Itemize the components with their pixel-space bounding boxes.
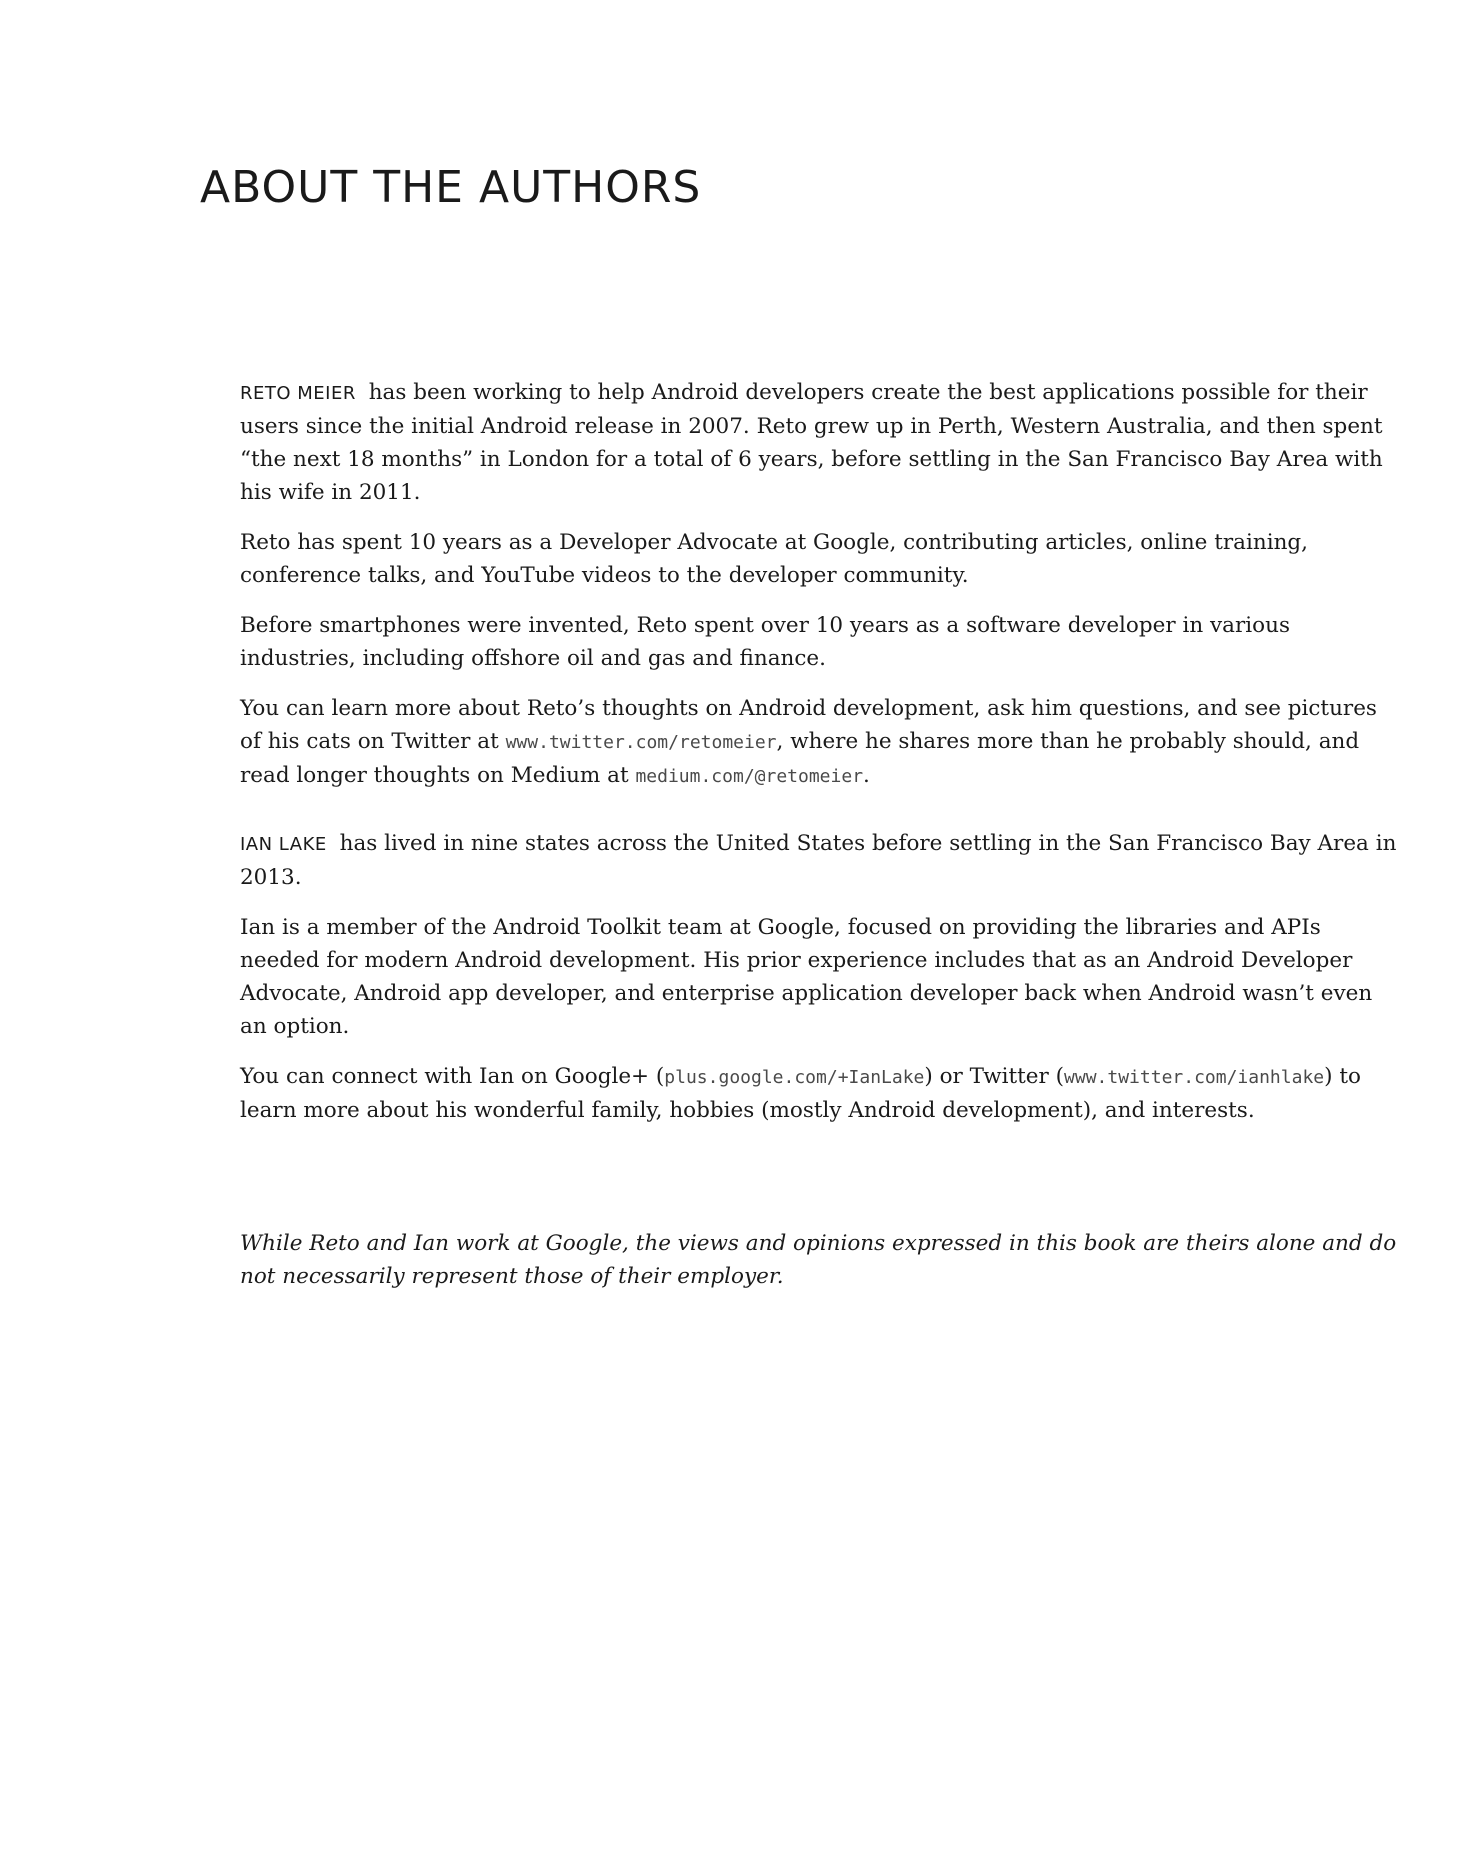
ian-bio-paragraph-2: Ian is a member of the Android Toolkit team at Google, focused on providing the libraries and APIs needed for modern Android development. His prior experience includes that as an Android Developer Advocate, Android app developer, and enterprise application developer back when Android wasn’t even an option. — [240, 915, 1373, 1039]
reto-bio-paragraph-4 — [240, 692, 1400, 793]
reto-contact-text-a: You can learn more about Reto’s thoughts on Android development, ask him questions, and see pictures of his cats on Twitter at — [240, 696, 1377, 754]
reto-medium-link[interactable]: medium.com/@retomeier — [635, 766, 864, 787]
author-name-ian: IAN LAKE — [240, 834, 327, 855]
ian-contact-text-b: ) or Twitter ( — [924, 1064, 1065, 1089]
ian-googleplus-link[interactable]: plus.google.com/+IanLake — [664, 1067, 925, 1088]
ian-bio-paragraph-3 — [240, 1060, 1400, 1127]
ian-twitter-link[interactable]: www.twitter.com/ianhlake — [1064, 1067, 1325, 1088]
reto-contact-text-c: . — [863, 763, 870, 788]
ian-bio-paragraph-1 — [240, 827, 1400, 894]
ian-bio-intro: has lived in nine states across the United States before settling in the San Francisco Bay Area in 2013. — [240, 831, 1397, 890]
ian-contact-text-a: You can connect with Ian on Google+ ( — [240, 1064, 665, 1089]
reto-bio-paragraph-1 — [240, 376, 1400, 509]
ian-contact-text-c: ) to learn more about his wonderful family, hobbies (mostly Android development), and interests. — [240, 1064, 1361, 1123]
page-title: ABOUT THE AUTHORS — [200, 162, 702, 213]
author-name-reto: RETO MEIER — [240, 383, 356, 404]
authors-content — [240, 376, 1400, 1144]
reto-bio-paragraph-3: Before smartphones were invented, Reto spent over 10 years as a software developer in various industries, including offshore oil and gas and finance. — [240, 613, 1290, 671]
reto-contact-text-b: , where he shares more than he probably should, and read longer thoughts on Medium at — [240, 729, 1360, 788]
disclaimer: While Reto and Ian work at Google, the views and opinions expressed in this book are theirs alone and do not necessarily represent those of their employer. — [240, 1231, 1397, 1289]
reto-twitter-link[interactable]: www.twitter.com/retomeier — [505, 732, 777, 753]
reto-bio-intro: has been working to help Android developers create the best applications possible for their users since the initial Android release in 2007. Reto grew up in Perth, Western Australia, and then spent “the next 18 months” in London for a total of 6 years, before settling in the San Francisco Bay Area with his wife in 2011. — [240, 380, 1383, 505]
reto-bio-paragraph-2: Reto has spent 10 years as a Developer Advocate at Google, contributing articles, online training, conference talks, and YouTube videos to the developer community. — [240, 530, 1309, 588]
